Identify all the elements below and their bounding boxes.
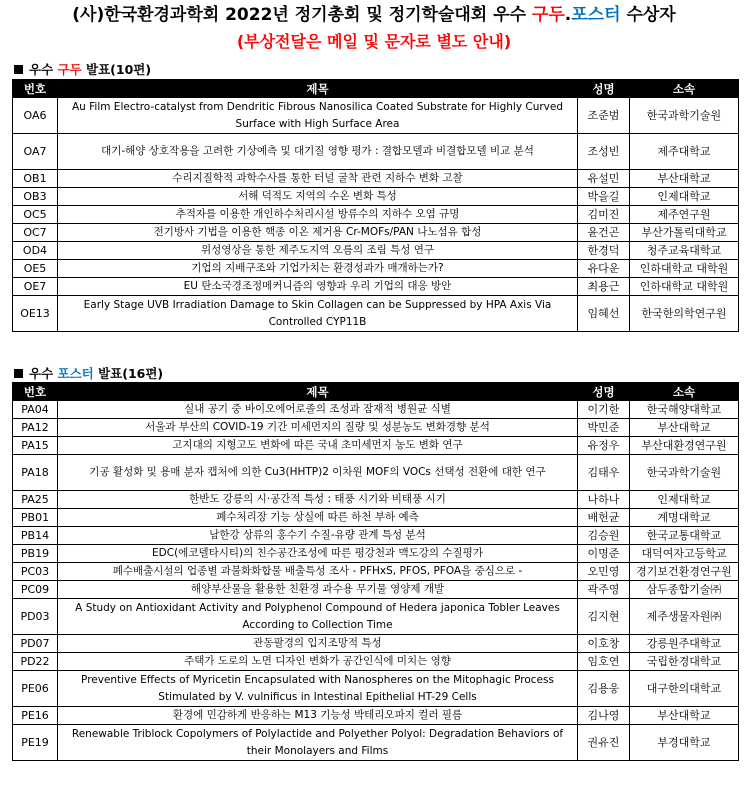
entry-name: 이명준 xyxy=(578,545,630,563)
table-row xyxy=(13,437,739,455)
table-row xyxy=(13,599,739,635)
entry-name: 박민준 xyxy=(578,419,630,437)
entry-number: OA7 xyxy=(13,134,58,170)
entry-title: 전기방사 기법을 이용한 핵종 이온 제거용 Cr-MOFs/PAN 나노섬유 합성 xyxy=(58,224,578,242)
table-row xyxy=(13,455,739,491)
entry-title: 폐수배출시설의 업종별 과불화화합물 배출특성 조사 - PFHxS, PFOS, PFOA을 중심으로 - xyxy=(58,563,578,581)
entry-name: 유정우 xyxy=(578,437,630,455)
entry-name: 권유진 xyxy=(578,725,630,761)
table-row xyxy=(13,527,739,545)
section-count: 발표(16편) xyxy=(93,366,164,381)
table-row xyxy=(13,278,739,296)
entry-number: OB1 xyxy=(13,170,58,188)
entry-title: Au Film Electro-catalyst from Dendritic Fibrous Nanosilica Coated Substrate for Highly Curved Surface with High Surface Area xyxy=(58,98,578,134)
entry-affiliation: 한국한의학연구원 xyxy=(630,296,739,332)
entry-affiliation: 인제대학교 xyxy=(630,188,739,206)
entry-number: PA04 xyxy=(13,401,58,419)
entry-name: 유다운 xyxy=(578,260,630,278)
entry-title: 대기-해양 상호작용을 고려한 기상예측 및 대기질 영향 평가 : 결합모델과 비결합모델 비교 분석 xyxy=(58,134,578,170)
entry-affiliation: 한국과학기술원 xyxy=(630,455,739,491)
entry-title: Renewable Triblock Copolymers of Polylactide and Polyether Polyol: Degradation Behaviors of their Monolayers and Films xyxy=(58,725,578,761)
col-affiliation-header: 소속 xyxy=(630,80,739,98)
section-label: 우수 xyxy=(29,366,58,381)
entry-name: 유설민 xyxy=(578,170,630,188)
table-row xyxy=(13,581,739,599)
col-affiliation-header: 소속 xyxy=(630,383,739,401)
entry-number: PE19 xyxy=(13,725,58,761)
entry-name: 박을길 xyxy=(578,188,630,206)
entry-title: 실내 공기 중 바이오에어로졸의 조성과 잠재적 병원균 식별 xyxy=(58,401,578,419)
page-subtitle: (부상전달은 메일 및 문자로 별도 안내) xyxy=(236,32,512,51)
entry-number: OE5 xyxy=(13,260,58,278)
entry-title: EU 탄소국경조정메커니즘의 영향과 우리 기업의 대응 방안 xyxy=(58,278,578,296)
table-row xyxy=(13,707,739,725)
table-row xyxy=(13,134,739,170)
entry-name: 김승원 xyxy=(578,527,630,545)
entry-title: 기공 활성화 및 용매 분자 캡처에 의한 Cu3(HHTP)2 이차원 MOF의 VOCs 선택성 전환에 대한 연구 xyxy=(58,455,578,491)
poster-awards-table xyxy=(12,382,739,761)
section-label: 우수 xyxy=(29,62,58,77)
entry-title: A Study on Antioxidant Activity and Polyphenol Compound of Hedera japonica Tobler Leaves According to Collection Time xyxy=(58,599,578,635)
entry-title: 서해 덕적도 지역의 수온 변화 특성 xyxy=(58,188,578,206)
entry-affiliation: 강릉원주대학교 xyxy=(630,635,739,653)
entry-affiliation: 한국교통대학교 xyxy=(630,527,739,545)
entry-affiliation: 한국과학기술원 xyxy=(630,98,739,134)
table-row xyxy=(13,419,739,437)
entry-name: 김미진 xyxy=(578,206,630,224)
entry-affiliation: 제주생물자원㈜ xyxy=(630,599,739,635)
entry-number: PA12 xyxy=(13,419,58,437)
title-poster: 포스터 xyxy=(571,5,621,25)
entry-name: 배헌균 xyxy=(578,509,630,527)
table-row xyxy=(13,242,739,260)
entry-affiliation: 제주연구원 xyxy=(630,206,739,224)
table-row xyxy=(13,545,739,563)
table-row xyxy=(13,635,739,653)
title-part: (사)한국환경과학회 2022년 정기총회 및 정기학술대회 우수 xyxy=(72,5,532,25)
section-label-oral: 구두 xyxy=(57,62,82,77)
entry-number: OB3 xyxy=(13,188,58,206)
entry-number: PE06 xyxy=(13,671,58,707)
entry-name: 김태우 xyxy=(578,455,630,491)
entry-title: Early Stage UVB Irradiation Damage to Skin Collagen can be Suppressed by HPA Axis Via Controlled CYP11B xyxy=(58,296,578,332)
table-header-row xyxy=(13,80,739,98)
entry-name: 이호창 xyxy=(578,635,630,653)
entry-name: 김나영 xyxy=(578,707,630,725)
table-row xyxy=(13,653,739,671)
entry-affiliation: 청주교육대학교 xyxy=(630,242,739,260)
entry-number: PC09 xyxy=(13,581,58,599)
entry-affiliation: 대덕여자고등학교 xyxy=(630,545,739,563)
entry-number: PE16 xyxy=(13,707,58,725)
entry-number: PA15 xyxy=(13,437,58,455)
entry-number: PA25 xyxy=(13,491,58,509)
entry-number: PC03 xyxy=(13,563,58,581)
section-count: 발표(10편) xyxy=(81,62,152,77)
entry-title: 주택가 도로의 노면 디자인 변화가 공간인식에 미치는 영향 xyxy=(58,653,578,671)
entry-affiliation: 인제대학교 xyxy=(630,491,739,509)
entry-number: PD22 xyxy=(13,653,58,671)
entry-title: 고지대의 지형고도 변화에 따른 국내 초미세먼지 농도 변화 연구 xyxy=(58,437,578,455)
entry-title: 관동팔경의 입지조망적 특성 xyxy=(58,635,578,653)
entry-affiliation: 부산대학교 xyxy=(630,419,739,437)
entry-name: 조성빈 xyxy=(578,134,630,170)
entry-title: Preventive Effects of Myricetin Encapsulated with Nanospheres on the Mitophagic Process Stimulated by V. vulnificus in Intestinal Epithelial HT-29 Cells xyxy=(58,671,578,707)
table-row xyxy=(13,725,739,761)
entry-affiliation: 부산대환경연구원 xyxy=(630,437,739,455)
entry-title: 남한강 상류의 홍수기 수질-유량 관계 특성 분석 xyxy=(58,527,578,545)
entry-title: 수리지질학적 과학수사를 통한 터널 굴착 관련 지하수 변화 고찰 xyxy=(58,170,578,188)
entry-affiliation: 한국해양대학교 xyxy=(630,401,739,419)
entry-affiliation: 국립한경대학교 xyxy=(630,653,739,671)
entry-affiliation: 계명대학교 xyxy=(630,509,739,527)
entry-number: OE7 xyxy=(13,278,58,296)
entry-number: PB14 xyxy=(13,527,58,545)
table-row xyxy=(13,671,739,707)
entry-number: PB19 xyxy=(13,545,58,563)
col-title-header: 제목 xyxy=(58,80,578,98)
col-number-header: 번호 xyxy=(13,80,58,98)
entry-name: 김지현 xyxy=(578,599,630,635)
entry-affiliation: 삼두종합기술㈜ xyxy=(630,581,739,599)
table-row xyxy=(13,188,739,206)
title-oral: 구두 xyxy=(531,5,565,25)
square-bullet-icon xyxy=(14,65,23,74)
entry-number: OA6 xyxy=(13,98,58,134)
table-row xyxy=(13,563,739,581)
entry-name: 임혜선 xyxy=(578,296,630,332)
table-row xyxy=(13,170,739,188)
entry-number: PD03 xyxy=(13,599,58,635)
table-row xyxy=(13,98,739,134)
table-row xyxy=(13,260,739,278)
entry-name: 조준범 xyxy=(578,98,630,134)
entry-affiliation: 대구한의대학교 xyxy=(630,671,739,707)
entry-number: OC7 xyxy=(13,224,58,242)
col-name-header: 성명 xyxy=(578,383,630,401)
table-row xyxy=(13,509,739,527)
entry-affiliation: 인하대학교 대학원 xyxy=(630,278,739,296)
table-row xyxy=(13,491,739,509)
square-bullet-icon xyxy=(14,369,23,378)
entry-name: 윤건곤 xyxy=(578,224,630,242)
entry-number: OD4 xyxy=(13,242,58,260)
col-name-header: 성명 xyxy=(578,80,630,98)
entry-name: 한경덕 xyxy=(578,242,630,260)
entry-title: 추적자를 이용한 개인하수처리시설 방류수의 지하수 오염 규명 xyxy=(58,206,578,224)
entry-number: OE13 xyxy=(13,296,58,332)
entry-name: 김용웅 xyxy=(578,671,630,707)
entry-title: 폐수처리장 기능 상실에 따른 하천 부하 예측 xyxy=(58,509,578,527)
title-dot: . xyxy=(564,5,572,25)
entry-name: 최용근 xyxy=(578,278,630,296)
entry-name: 임호연 xyxy=(578,653,630,671)
table-row xyxy=(13,224,739,242)
entry-title: 서울과 부산의 COVID-19 기간 미세먼지의 질량 및 성분농도 변화경향 분석 xyxy=(58,419,578,437)
table-row xyxy=(13,296,739,332)
entry-affiliation: 인하대학교 대학원 xyxy=(630,260,739,278)
oral-section-title xyxy=(14,62,151,78)
entry-name: 곽주영 xyxy=(578,581,630,599)
col-title-header: 제목 xyxy=(58,383,578,401)
table-row xyxy=(13,401,739,419)
entry-affiliation: 부산대학교 xyxy=(630,170,739,188)
table-row xyxy=(13,206,739,224)
page-title xyxy=(0,4,748,26)
entry-affiliation: 경기보건환경연구원 xyxy=(630,563,739,581)
entry-number: OC5 xyxy=(13,206,58,224)
table-header-row xyxy=(13,383,739,401)
entry-number: PB01 xyxy=(13,509,58,527)
entry-title: 환경에 민감하게 반응하는 M13 기능성 박테리오파지 컬러 필름 xyxy=(58,707,578,725)
title-suffix: 수상자 xyxy=(620,5,676,25)
entry-name: 나하나 xyxy=(578,491,630,509)
entry-number: PD07 xyxy=(13,635,58,653)
entry-title: 한반도 강릉의 시·공간적 특성 : 태풍 시기와 비태풍 시기 xyxy=(58,491,578,509)
oral-awards-table xyxy=(12,79,739,332)
entry-affiliation: 부경대학교 xyxy=(630,725,739,761)
poster-section-title xyxy=(14,366,163,382)
entry-name: 이기한 xyxy=(578,401,630,419)
entry-affiliation: 부산가톨릭대학교 xyxy=(630,224,739,242)
entry-affiliation: 제주대학교 xyxy=(630,134,739,170)
entry-title: 해양부산물을 활용한 친환경 과수용 무기물 영양제 개발 xyxy=(58,581,578,599)
entry-affiliation: 부산대학교 xyxy=(630,707,739,725)
entry-title: 기업의 지배구조와 기업가치는 환경성과가 매개하는가? xyxy=(58,260,578,278)
entry-name: 오민영 xyxy=(578,563,630,581)
entry-number: PA18 xyxy=(13,455,58,491)
entry-title: EDC(에코델타시티)의 친수공간조성에 따른 평강천과 맥도강의 수질평가 xyxy=(58,545,578,563)
entry-title: 위성영상을 통한 제주도지역 오름의 조림 특성 연구 xyxy=(58,242,578,260)
section-label-poster: 포스터 xyxy=(57,366,94,381)
col-number-header: 번호 xyxy=(13,383,58,401)
